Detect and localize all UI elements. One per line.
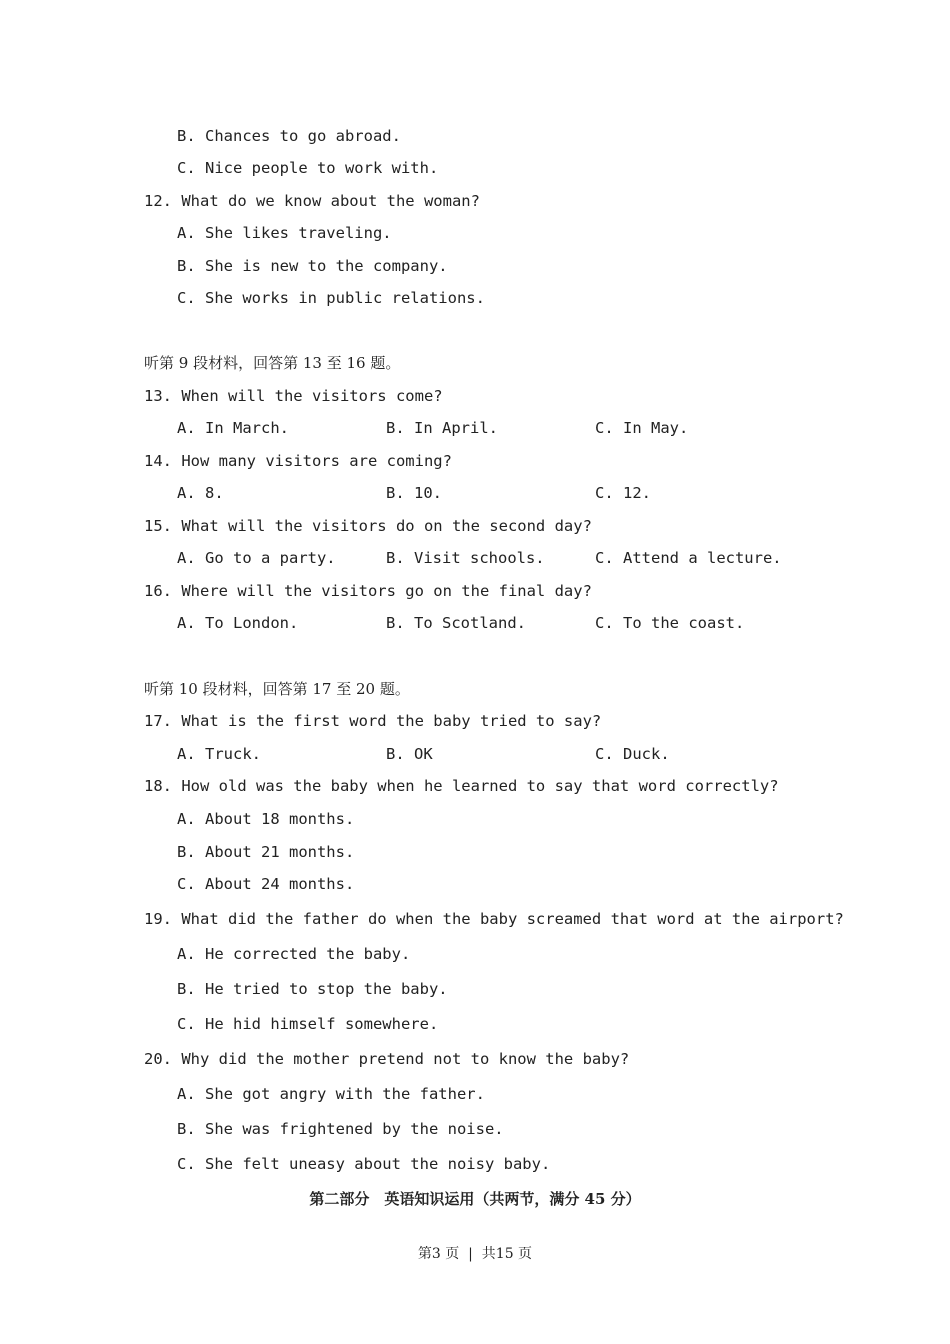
- q15-option-b: B. Visit schools.: [386, 549, 545, 567]
- q19-option-c: C. He hid himself somewhere.: [177, 1015, 439, 1033]
- q20-option-c: C. She felt uneasy about the noisy baby.: [177, 1155, 551, 1173]
- q12-option-c: C. She works in public relations.: [177, 289, 485, 307]
- section-10-instruction: 听第 10 段材料，回答第 17 至 20 题。: [144, 680, 410, 698]
- q12-option-a: A. She likes traveling.: [177, 224, 392, 242]
- q20-option-a: A. She got angry with the father.: [177, 1085, 485, 1103]
- q15-stem: 15. What will the visitors do on the second day?: [144, 517, 592, 535]
- q14-option-a: A. 8.: [177, 484, 224, 502]
- q19-option-b: B. He tried to stop the baby.: [177, 980, 448, 998]
- q13-option-c: C. In May.: [595, 419, 689, 437]
- part-two-heading: 第二部分 英语知识运用（共两节，满分 45 分）: [309, 1190, 641, 1208]
- q17-stem: 17. What is the first word the baby tried to say?: [144, 712, 602, 730]
- q18-option-b: B. About 21 months.: [177, 843, 355, 861]
- q13-option-a: A. In March.: [177, 419, 289, 437]
- q19-stem: 19. What did the father do when the baby screamed that word at the airport?: [144, 910, 844, 928]
- q12-stem: 12. What do we know about the woman?: [144, 192, 480, 210]
- q20-option-b: B. She was frightened by the noise.: [177, 1120, 504, 1138]
- q16-option-c: C. To the coast.: [595, 614, 745, 632]
- q16-option-a: A. To London.: [177, 614, 299, 632]
- page-footer: 第3 页 | 共15 页: [417, 1246, 533, 1262]
- q19-option-a: A. He corrected the baby.: [177, 945, 411, 963]
- q11-option-c: C. Nice people to work with.: [177, 159, 439, 177]
- q13-option-b: B. In April.: [386, 419, 498, 437]
- q18-option-a: A. About 18 months.: [177, 810, 355, 828]
- q20-stem: 20. Why did the mother pretend not to know the baby?: [144, 1050, 630, 1068]
- q14-stem: 14. How many visitors are coming?: [144, 452, 452, 470]
- q15-option-c: C. Attend a lecture.: [595, 549, 782, 567]
- section-9-instruction: 听第 9 段材料，回答第 13 至 16 题。: [144, 354, 401, 372]
- q14-option-c: C. 12.: [595, 484, 651, 502]
- q17-option-c: C. Duck.: [595, 745, 670, 763]
- q16-stem: 16. Where will the visitors go on the final day?: [144, 582, 592, 600]
- q11-option-b: B. Chances to go abroad.: [177, 127, 401, 145]
- q17-option-a: A. Truck.: [177, 745, 261, 763]
- q17-option-b: B. OK: [386, 745, 433, 763]
- q13-stem: 13. When will the visitors come?: [144, 387, 443, 405]
- q14-option-b: B. 10.: [386, 484, 442, 502]
- q16-option-b: B. To Scotland.: [386, 614, 526, 632]
- q18-option-c: C. About 24 months.: [177, 875, 355, 893]
- q15-option-a: A. Go to a party.: [177, 549, 336, 567]
- q12-option-b: B. She is new to the company.: [177, 257, 448, 275]
- q18-stem: 18. How old was the baby when he learned to say that word correctly?: [144, 777, 779, 795]
